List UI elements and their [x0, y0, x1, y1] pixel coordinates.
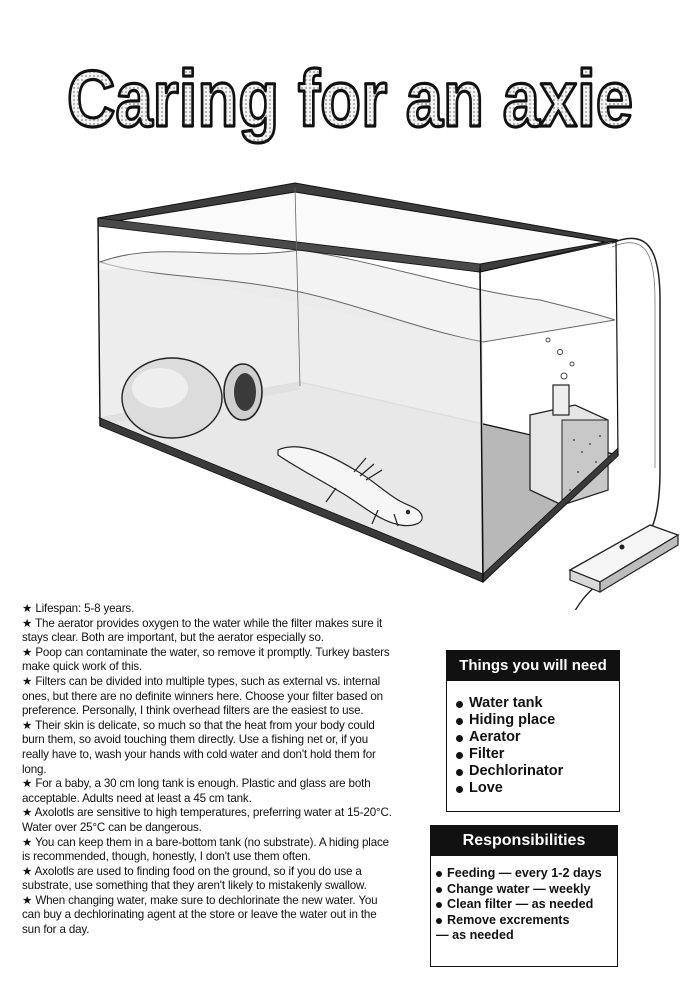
list-item: Remove excrements — [436, 913, 617, 929]
note-tank-size: ★ For a baby, a 30 cm long tank is enough. Plastic and glass are both acceptable. Adults need at least a 45 cm tank. — [22, 777, 371, 805]
note-poop: ★ Poop can contaminate the water, so remove it promptly. Turkey basters make quick work of this. — [22, 645, 390, 674]
note-filters: ★ Filters can be divided into multiple types, such as external vs. internal ones, but there are no definite winners here. Choose your filter based on preference. Personally, I think overhead filters are the easiest to use. — [22, 674, 383, 718]
responsibilities-list — [431, 856, 617, 944]
list-item: Love — [455, 780, 619, 797]
things-you-will-need-box — [446, 650, 620, 812]
page-title: Caring for an axie — [67, 54, 633, 143]
care-notes — [22, 602, 394, 938]
title-banner — [0, 30, 700, 150]
list-item: Change water — weekly — [436, 882, 617, 898]
list-item: Filter — [455, 746, 619, 763]
responsibilities-box — [430, 825, 618, 967]
note-skin: ★ Their skin is delicate, so much so that the heat from your body could burn them, so avoid touching them directly. Use a fishing net or, if you really have to, wash your hands with cold water and don't hold them for long. — [22, 718, 376, 776]
note-lifespan: ★ Lifespan: 5-8 years. — [22, 602, 135, 615]
list-item: Hiding place — [455, 712, 619, 729]
aquarium-illustration — [0, 170, 700, 610]
list-item: Feeding — every 1-2 days — [436, 866, 617, 882]
responsibilities-header: Responsibilities — [431, 826, 617, 856]
filter-unit — [530, 338, 608, 505]
note-substrate: ★ Axolotls are used to finding food on the ground, so if you do use a substrate, use something that they aren't likely to mistakenly swallow. — [22, 864, 367, 893]
list-item: Water tank — [455, 695, 619, 712]
list-item: Aerator — [455, 729, 619, 746]
list-item-continuation: — as needed — [436, 928, 514, 942]
things-box-header: Things you will need — [447, 651, 619, 681]
air-tube — [612, 238, 660, 545]
list-item: Dechlorinator — [455, 763, 619, 780]
note-dechlorinate: ★ When changing water, make sure to dechlorinate the new water. You can buy a dechlorinating agent at the store or leave the water out in the sun for a day. — [22, 893, 378, 937]
note-bare-bottom: ★ You can keep them in a bare-bottom tank (no substrate). A hiding place is recommended, though, honestly, I don't use them often. — [22, 835, 389, 864]
things-list — [447, 681, 619, 797]
air-pump — [570, 525, 678, 592]
note-aerator: ★ The aerator provides oxygen to the water while the filter makes sure it stays clear. Both are important, but the aerator especially so. — [22, 616, 383, 645]
title-graphic — [0, 30, 700, 150]
list-item: Clean filter — as needed — [436, 897, 617, 913]
note-temperature: ★ Axolotls are sensitive to high temperatures, preferring water at 15-20°C. Water over 25°C can be dangerous. — [22, 806, 392, 834]
